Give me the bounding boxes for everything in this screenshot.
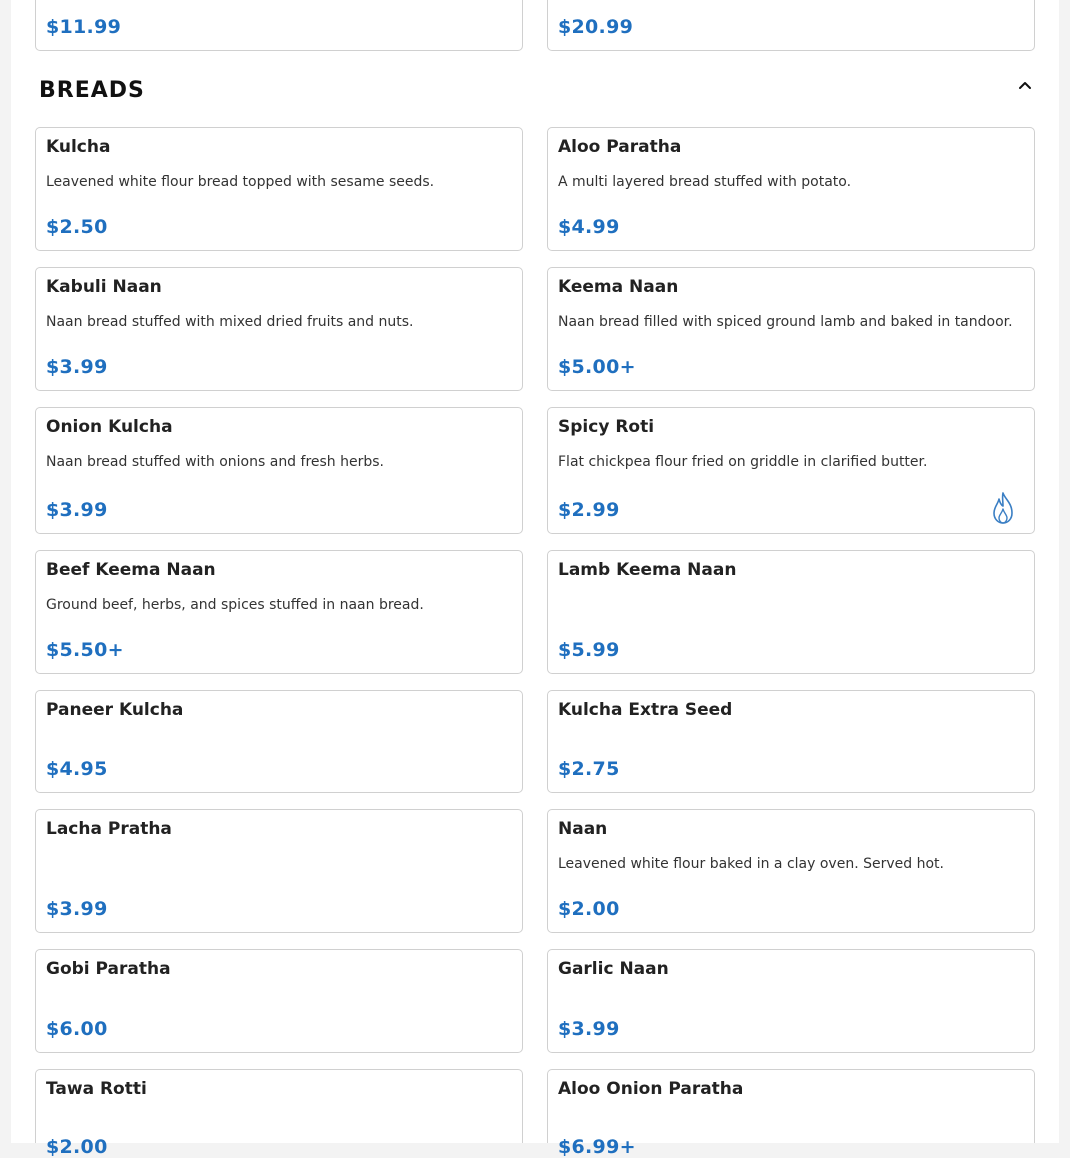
item-description: Ground beef, herbs, and spices stuffed in naan bread.: [46, 597, 424, 613]
item-price: $3.99: [46, 898, 108, 920]
menu-item-card[interactable]: [35, 690, 523, 793]
item-price: $3.99: [46, 356, 108, 378]
item-description: Flat chickpea flour fried on griddle in clarified butter.: [558, 454, 928, 470]
menu-item-card[interactable]: [35, 407, 523, 534]
item-name: Lamb Keema Naan: [558, 560, 737, 580]
menu-item-card[interactable]: [547, 407, 1035, 534]
menu-item-card[interactable]: [35, 949, 523, 1053]
item-name: Naan: [558, 819, 608, 839]
item-price: $3.99: [46, 499, 108, 521]
item-price: $2.00: [46, 1136, 108, 1158]
menu-item-card[interactable]: [35, 0, 523, 51]
item-name: Kabuli Naan: [46, 277, 162, 297]
collapse-section-button[interactable]: [1014, 74, 1036, 96]
menu-item-card[interactable]: [547, 550, 1035, 674]
item-price: $5.99: [558, 639, 620, 661]
chevron-up-icon: [1014, 74, 1036, 96]
menu-item-card[interactable]: [547, 949, 1035, 1053]
item-name: Garlic Naan: [558, 959, 669, 979]
item-price: $2.00: [558, 898, 620, 920]
item-description: A multi layered bread stuffed with potato.: [558, 174, 852, 190]
menu-item-card[interactable]: [35, 267, 523, 391]
flame-icon: [990, 491, 1016, 525]
item-description: Leavened white flour baked in a clay oven. Served hot.: [558, 856, 944, 872]
menu-item-card[interactable]: [35, 550, 523, 674]
menu-item-card[interactable]: [35, 809, 523, 933]
item-name: Paneer Kulcha: [46, 700, 184, 720]
item-price: $2.99: [558, 499, 620, 521]
item-description: Leavened white flour bread topped with sesame seeds.: [46, 174, 435, 190]
item-name: Keema Naan: [558, 277, 679, 297]
menu-page: [11, 0, 1059, 1158]
item-price: $11.99: [46, 16, 122, 38]
menu-item-card[interactable]: [35, 127, 523, 251]
item-price: $5.00+: [558, 356, 636, 378]
menu-item-card[interactable]: [35, 1069, 523, 1158]
menu-item-card[interactable]: [547, 0, 1035, 51]
menu-item-card[interactable]: [547, 127, 1035, 251]
menu-item-card[interactable]: [547, 809, 1035, 933]
item-description: Naan bread stuffed with mixed dried fruits and nuts.: [46, 314, 414, 330]
menu-item-card[interactable]: [547, 690, 1035, 793]
item-price: $4.95: [46, 758, 108, 780]
menu-item-card[interactable]: [547, 1069, 1035, 1158]
item-name: Gobi Paratha: [46, 959, 171, 979]
section-title: BREADS: [39, 78, 145, 103]
item-name: Spicy Roti: [558, 417, 655, 437]
item-price: $4.99: [558, 216, 620, 238]
item-price: $6.00: [46, 1018, 108, 1040]
item-description: Naan bread stuffed with onions and fresh herbs.: [46, 454, 385, 470]
item-description: Naan bread filled with spiced ground lamb and baked in tandoor.: [558, 314, 1013, 330]
item-price: $2.75: [558, 758, 620, 780]
menu-item-card[interactable]: [547, 267, 1035, 391]
item-name: Onion Kulcha: [46, 417, 173, 437]
item-name: Lacha Pratha: [46, 819, 172, 839]
item-price: $2.50: [46, 216, 108, 238]
item-price: $6.99+: [558, 1136, 636, 1158]
item-name: Aloo Onion Paratha: [558, 1079, 744, 1099]
item-price: $20.99: [558, 16, 634, 38]
item-price: $5.50+: [46, 639, 124, 661]
item-name: Kulcha Extra Seed: [558, 700, 733, 720]
item-name: Aloo Paratha: [558, 137, 682, 157]
item-name: Tawa Rotti: [46, 1079, 147, 1099]
item-name: Kulcha: [46, 137, 111, 157]
item-price: $3.99: [558, 1018, 620, 1040]
item-name: Beef Keema Naan: [46, 560, 216, 580]
